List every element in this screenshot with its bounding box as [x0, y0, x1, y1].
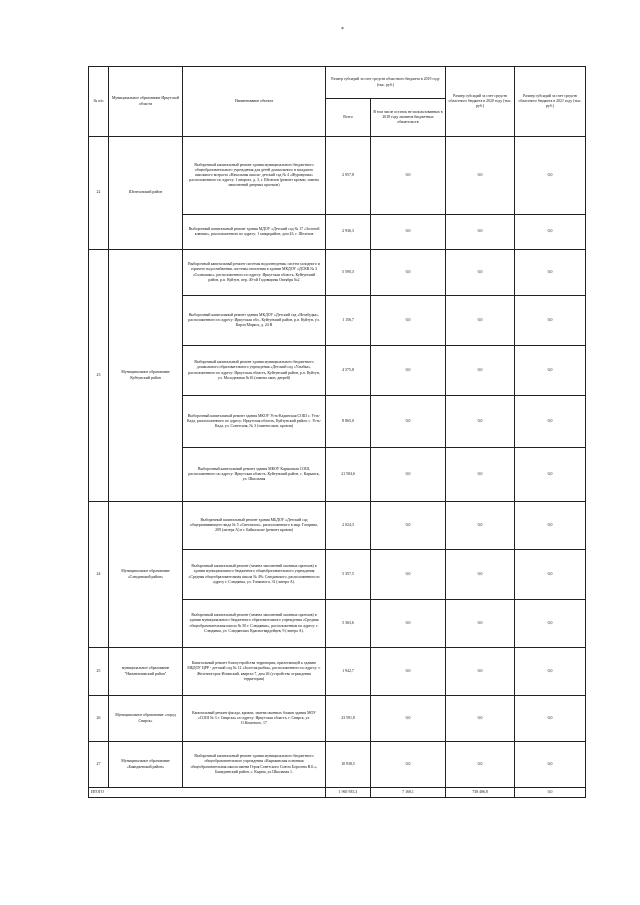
row-object: Выборочный капитальный ремонт здания муниципального бюджетного общеобразовательного учреждения «Кырмынская основная общеобразовательная школа имени Героя Советского Союза Борсоева В.Б.», Баяндаевский район, с. Кырма, ул.Школьная 1. [183, 742, 326, 788]
row-2020: 0,0 [446, 346, 515, 396]
row-object: Капитальный ремонт благоустройства территории, прилегающей к зданию МБДОУ ЦРР - детский сад № 12 «Золотая рыбка», расположенного по адресу: г. Железногорск-Илимский, квартал 7, дом 26 (устройство ограждения территории) [183, 648, 326, 696]
row-total: 1 942,7 [326, 648, 371, 696]
table-row [89, 696, 586, 742]
row-2021: 0,0 [515, 742, 586, 788]
row-municipality: Муниципальное образование «Баяндаевский район» [109, 742, 183, 788]
header-incl-2018: В том числе остаток не использованных в 2018 году лимитов бюджетных обязательств [371, 99, 446, 137]
row-no: 26 [89, 696, 109, 742]
row-total: 5 363,6 [326, 600, 371, 648]
row-2021: 0,0 [515, 550, 586, 600]
row-incl: 0,0 [371, 448, 446, 502]
header-subsidy-2021: Размер субсидий за счет средств областного бюджета в 2021 году (тыс. руб.) [515, 67, 586, 137]
row-incl: 0,0 [371, 215, 446, 250]
total-row [89, 788, 586, 798]
row-total: 1 156,7 [326, 296, 371, 346]
total-2020: 738 486,8 [446, 788, 515, 798]
row-total: 2 024,3 [326, 502, 371, 550]
row-2021: 0,0 [515, 137, 586, 215]
row-no: 27 [89, 742, 109, 788]
row-object: Выборочный капитальный ремонт здания МКОУ Усть-Кадинская СОШ с. Усть-Када, расположенного по адресу: Иркутская область, Куйтунский район, с. Усть-Када, ул. Советская, № 3 (замена окон, кровли) [183, 396, 326, 448]
row-total: 2 936,3 [326, 215, 371, 250]
header-row-1 [89, 67, 586, 99]
row-total: 8 865,0 [326, 396, 371, 448]
row-2021: 0,0 [515, 346, 586, 396]
header-subsidy-2020: Размер субсидий за счет средств областного бюджета в 2020 году (тыс. руб.) [446, 67, 515, 137]
row-2020: 0,0 [446, 215, 515, 250]
subsidy-table [88, 66, 586, 798]
row-no: 22 [89, 137, 109, 250]
row-2021: 0,0 [515, 648, 586, 696]
row-object: Выборочный капитальный ремонт системы водоотведения, систем холодного и горячего водоснабжения, системы отопления в здании МКДОУ «ДСКВ № 3 «Солнышко», расположенного по адресу: Иркутская область, Куйтунский район, р.п. Куйтун, пер. 40-ой Годовщины Октября №2 [183, 250, 326, 296]
row-object: Выборочный капитальный ремонт здания муниципального бюджетного дошкольного образовательного учреждения «Детский сад «Улыбка», расположенного по адресу: Иркутская область, Куйтунский район, р.п. Куйтун, ул. Молодежная №16 (замена окон, дверей) [183, 346, 326, 396]
row-total: 5 357,5 [326, 550, 371, 600]
total-sum: 1 965 935,3 [326, 788, 371, 798]
total-label: ИТОГО [89, 788, 326, 798]
row-no: 24 [89, 502, 109, 648]
row-2021: 0,0 [515, 396, 586, 448]
row-object: Выборочный капитальный ремонт здания МДОУ «Детский сад № 17 «Золотой ключик», расположенного по адресу: 1 микрорайон, дом 43, г. Шелехов [183, 215, 326, 250]
header-municipality: Муниципальное образование Иркутской области [109, 67, 183, 137]
row-2020: 0,0 [446, 550, 515, 600]
row-incl: 0,0 [371, 250, 446, 296]
row-2021: 0,0 [515, 250, 586, 296]
row-municipality: Муниципальное образование Куйтунский район [109, 250, 183, 502]
row-2020: 0,0 [446, 250, 515, 296]
header-total: Всего [326, 99, 371, 137]
table-row [89, 742, 586, 788]
row-incl: 0,0 [371, 648, 446, 696]
row-2020: 0,0 [446, 502, 515, 550]
page-mark: * [341, 27, 344, 33]
table-row [89, 250, 586, 296]
row-no: 25 [89, 648, 109, 696]
row-2020: 0,0 [446, 448, 515, 502]
row-object: Капитальный ремонт фасада, кровли, замена оконных блоков здания МОУ «СОШ № 3 г. Свирска» по адресу: Иркутская область, г. Свирск, ул. О.Кошевого, 17 [183, 696, 326, 742]
row-total: 2 957,8 [326, 137, 371, 215]
table-row [89, 502, 586, 550]
total-2021: 0,0 [515, 788, 586, 798]
row-2021: 0,0 [515, 448, 586, 502]
row-no: 23 [89, 250, 109, 502]
row-total: 23 591,8 [326, 696, 371, 742]
row-incl: 0,0 [371, 346, 446, 396]
row-2020: 0,0 [446, 396, 515, 448]
row-incl: 0,0 [371, 742, 446, 788]
row-2020: 0,0 [446, 600, 515, 648]
row-incl: 0,0 [371, 396, 446, 448]
row-2021: 0,0 [515, 696, 586, 742]
row-2020: 0,0 [446, 648, 515, 696]
row-2020: 0,0 [446, 296, 515, 346]
row-incl: 0,0 [371, 696, 446, 742]
header-subsidy-2019: Размер субсидий за счет средств областного бюджета в 2019 году (тыс. руб.) [326, 67, 446, 99]
row-total: 21 584,6 [326, 448, 371, 502]
table-row [89, 648, 586, 696]
row-municipality: Муниципальное образование «Слюдянский район» [109, 502, 183, 648]
row-2021: 0,0 [515, 502, 586, 550]
row-object: Выборочный капитальный ремонт здания МБДОУ «Детский сад общеразвивающего вида № 5 «Светлячок», расположенного в мкр. Гагарина, 209 (литера А) в г. Байкальске (ремонт кровли) [183, 502, 326, 550]
row-2020: 0,0 [446, 742, 515, 788]
row-object: Выборочный капитальный ремонт (замена заполнений оконных проемов) в здании муниципального бюджетного образовательного учреждения «Средняя общеобразовательная школа № 50 г. Слюдянки», расположенном по адресу: г. Слюдянка, ул. Слюдянских Красногвардейцев, 9 (литера А). [183, 600, 326, 648]
header-object: Наименование объекта [183, 67, 326, 137]
header-no: № п/п [89, 67, 109, 137]
table-row [89, 137, 586, 215]
row-municipality: муниципальное образование "Нижнеилимский район" [109, 648, 183, 696]
row-total: 4 575,8 [326, 346, 371, 396]
row-incl: 0,0 [371, 600, 446, 648]
row-object: Выборочный капитальный ремонт здания МКОУ Карымская СОШ, расположенного по адресу: Иркутская область, Куйтунский район, с. Карымск, ул. Школьная [183, 448, 326, 502]
row-2020: 0,0 [446, 696, 515, 742]
row-2021: 0,0 [515, 215, 586, 250]
row-incl: 0,0 [371, 296, 446, 346]
row-2021: 0,0 [515, 600, 586, 648]
row-object: Выборочный капитальный ремонт (замена заполнений оконных проемов) в здании муниципального бюджетного общеобразовательного учреждения «Средняя общеобразовательная школа № 49» Слюдянского, расположенном по адресу г. Слюдянка, ул. Тонконога, 31 (литера А). [183, 550, 326, 600]
row-2020: 0,0 [446, 137, 515, 215]
row-total: 10 938,5 [326, 742, 371, 788]
row-2021: 0,0 [515, 296, 586, 346]
row-incl: 0,0 [371, 550, 446, 600]
row-municipality: Муниципальное образование «город Свирск» [109, 696, 183, 742]
row-municipality: Шелеховский район [109, 137, 183, 250]
total-incl: 7 168,1 [371, 788, 446, 798]
row-incl: 0,0 [371, 137, 446, 215]
row-incl: 0,0 [371, 502, 446, 550]
row-object: Выборочный капитальный ремонт здания муниципального бюджетного общеобразовательного учреждения для детей дошкольного и младшего школьного возраста «Начальная школа- детский сад № 4 «Журавушка» расположенного по адресу: 1 квартал, д. 3, г. Шелехов (ремонт кровли, замена наполнений дверных проемов) [183, 137, 326, 215]
row-total: 5 590,3 [326, 250, 371, 296]
row-object: Выборочный капитальный ремонт здания МКДОУ «Детский сад «Незабудка», расположенного по адресу: Иркутская обл., Куйтунский район, р.п. Куйтун, ул. Карла Маркса, д. 24 В [183, 296, 326, 346]
